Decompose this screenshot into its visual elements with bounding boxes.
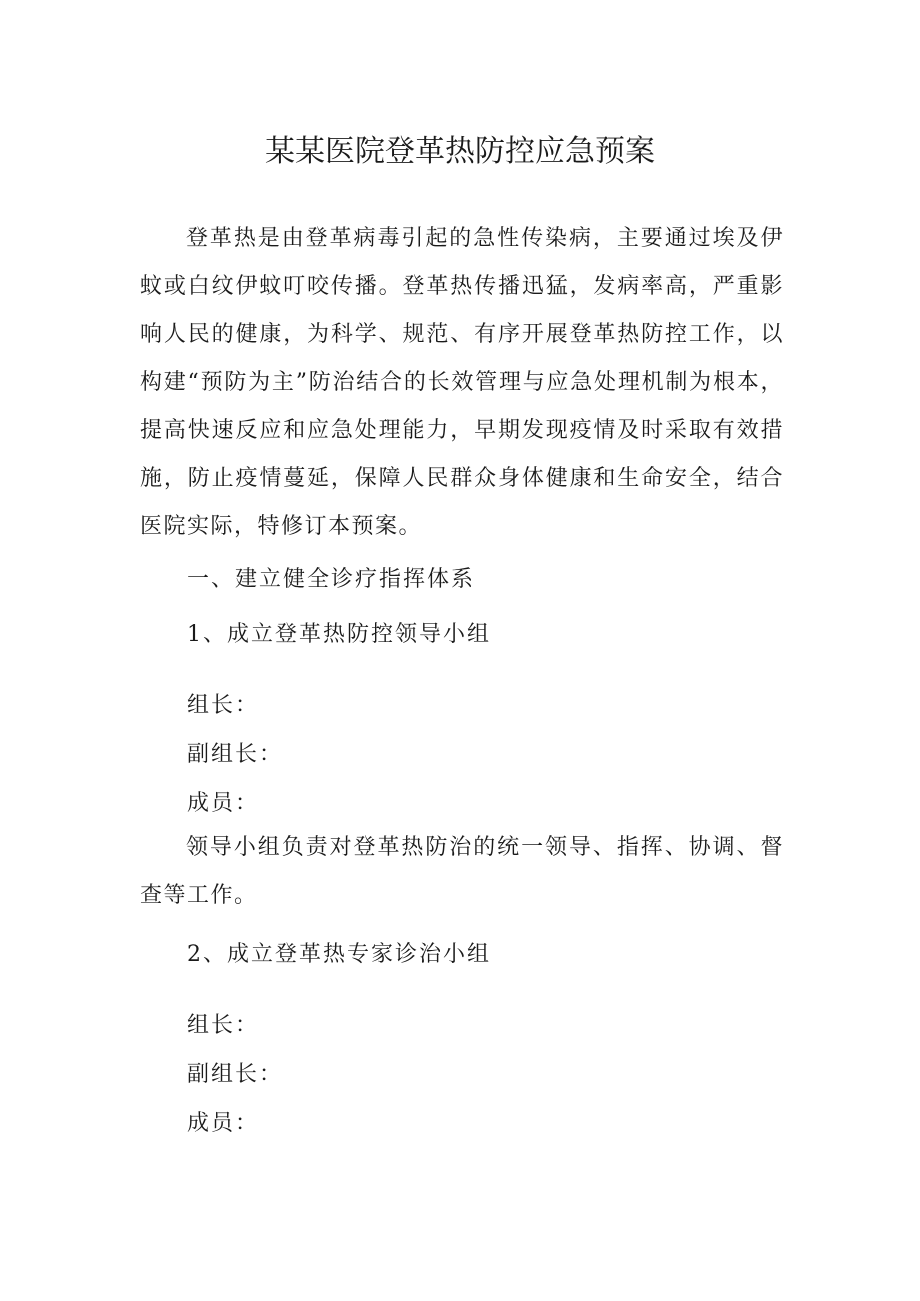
group-1-leader-label: 组长：: [187, 693, 260, 718]
group-2-leader-label: 组长：: [187, 1013, 260, 1038]
group-1-heading: 1、成立登革热防控领导小组: [187, 622, 491, 647]
document-title: 某某医院登革热防控应急预案: [265, 134, 655, 169]
section-1-heading: 一、建立健全诊疗指挥体系: [187, 567, 476, 592]
group-2-deputy-label: 副组长：: [187, 1062, 284, 1087]
group-1-deputy-label: 副组长：: [187, 742, 284, 767]
intro-paragraph: 登革热是由登革病毒引起的急性传染病，主要通过埃及伊蚊或白纹伊蚊叮咬传播。登革热传播迅猛，发病率高，严重影响人民的健康，为科学、规范、有序开展登革热防控工作，以构建“预防为主”防治结合的长效管理与应急处理机制为根本，提高快速反应和应急处理能力，早期发现疫情及时采取有效措施，防止疫情蔓延，保障人民群众身体健康和生命安全，结合医院实际，特修订本预案。: [140, 226, 784, 539]
group-2-heading: 2、成立登革热专家诊治小组: [187, 942, 491, 967]
group-1-duty-paragraph: 领导小组负责对登革热防治的统一领导、指挥、协调、督查等工作。: [140, 835, 784, 908]
group-1-members-label: 成员：: [187, 791, 260, 816]
group-2-members-label: 成员：: [187, 1111, 260, 1136]
